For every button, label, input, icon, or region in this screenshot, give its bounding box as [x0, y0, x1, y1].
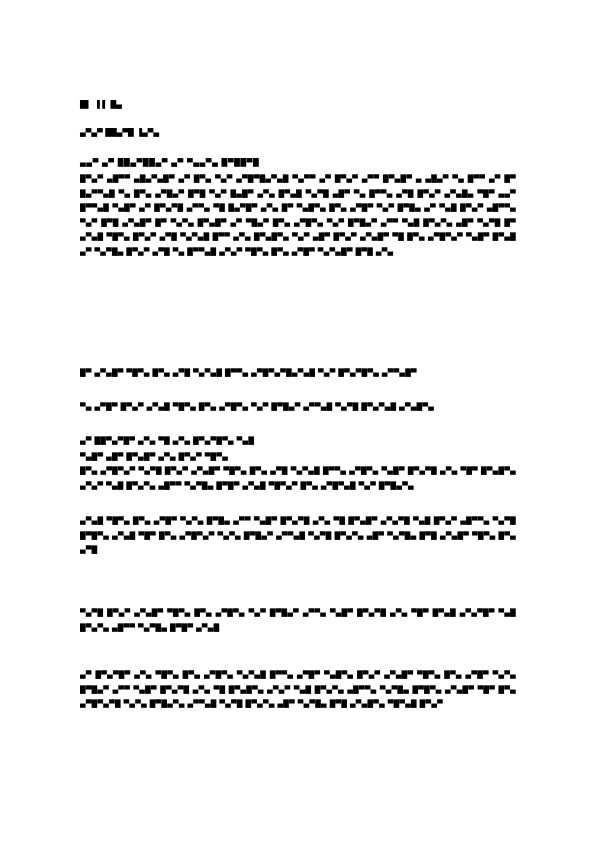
body-paragraph: █▀▄▀ ▄█▀▀ ▄█▄▀▄█▀ ▄▀ █▀▄ ▀▄▀ ▄▀█▀█▄▀▄█ ▀▄▀▀ ▄▀ █▀▄▀ ▄▀▀ █▀▄█▀ ▄ ▄█▄▀ ▀▄ █▀▀ ▄▀ █▀ █▄▀▀▄█ ▀▄ █▀▄ ▄▀█▄▀ █▀█ ▀▄▀ █▄█▀ ▄▀▄ █▀▄█ ▀▄▀█ ▄█▀ ▀▄ █▀▀▄ ▄▀█ █▀▄▀ ▄▀▄█▄ ▀█▀ ▄▄▀ █▀▀▄█ ▀▄█▀ ▄▀ █▀▄▀█ ▄▀▀▄ ▀█ █▄▀█▀ ▄▀▄ █▀ ▀▄█▀▄ █▀▄ ▄▀█▀ ▀▄▀ █▀█▄ ▄▀ ▀▄█ █▀▄▀ ▄█▀▀▄ ▀▄▀ █▀█ ▄▀▄█▀ █▀ ▀▄▀▄ █▀▄█▀ ▄▀ ▀█▄▀ █▀▄ ▄▀█▀▄ ▀▄▀ █▀█▄▀ ▄▀▀ ▀▄█ █▀▄▀▄ ▄█▀ ▀▄▀█ █▀ ▄▀▄█ ▀█▀▄ █▀▄▀ ▄▀█ ▀▄▀▄█ █▀▀ ▄▀▄ █▀▄█▀▄ ▀▄▀ ▄█▀ █▀▄▀ ▄▀▄█▀ ▀█ █▀▄ ▄▀█▀▄▀ ▀▄█▀ █▀▄█ ▄▀ ▀▄▀█▄ █▀▄▀ ▄▀█ ▀▄ █▀▀▄█ ▄▀▄▀ ▀█▀▄ █▀▄ ▄▀█▀ ▀▄▀▄█▀ █▀█ ▄▀▄	[80, 174, 516, 256]
body-paragraph: ▄▀▄█ ▀█▀▄ █▀▄ ▄▀█▀ ▀▄▀▄ █▀█▄ ▄▀▀ ▀▄█▀ █▀▄▀█ ▄▀▄ ▀█ █▀▄█▀ ▄▀▄▀█ ▀▄█ █▀▄▀ ▄█▀▀▄ ▀▄▀█ █▀█▀▄ ▄▀▄█ ▀█▀ █▀▄ ▄▀█▀▄▀ ▀▄▀▄ █▀█▄▀ ▄▀▀▄█ ▀▄▀█ █▀▄▀▄ ▄█▀ ▀▄▀█▄ █▀█ ▄▀▄█▀ ▀█▀▄ █▀▄ ▄▀█	[80, 516, 516, 554]
section-heading: ▄▄▀ ▄▀ ██▄▀██▄▀ ▄▀ ▀▄▄▀▄ █▀██▀█	[80, 158, 260, 167]
body-paragraph: ▄▀ █▀▄▀█▀ ▄▀▄ ▀█▀▄ █▀▄ ▄▀█▀▄ ▀▄▀▄█ █▀▀▄ ▄▀█▀ ▀▄█▀▄ █▀▄▀ ▄▀▄█▀ ▀█▀▄ █▀▄ ▄▀█▀ ▀▄▀▄ █▀█▄▀ ▄▀▀ ▀▄█▀ █▀▄▀█ ▄▀▄ ▀█ █▀▄█▀▄ ▄▀▄▀ ▀▄█ █▀▄▀▄ ▄█▀▀▄ ▀▄▀█▄ █▀█▀▄ ▄▀▄█▀ ▀█▀ █▀▄ ▄▀█▀▄▀█ ▀▄▀▄ █▀█▄▀▄ ▄▀▀▄█ ▀▄▀█ █▀▄▀▄ ▄█▀ ▀▄▀█▄ █▀█ ▄▀▄█▀▄ ▀█▀▄█ █▀▄▀	[80, 670, 516, 708]
author-line: █▌ ▐ ▌ █▄	[80, 100, 122, 109]
body-paragraph: █▀▄ ▄▀█▀▄▀ ▀▄▀█ █▀▄▀ ▄▀▄█▀ ▀█▀▄ █▀▄ ▄▀█ ▀▄▀▄█ █▀▀▄ ▄▀█▀▄ ▀▄█▀ █▀▄▀█ ▄▀▄ ▀█▀ █▀▄█▀▄ ▄▀▄▀ ▀▄█ █▀▄▀▄ ▄█▀▀ ▀▄▀█▄ █▀█▀ ▄▀▄█ ▀█▀▄▀ █▀▄ ▄▀█▀▄█ ▀▄▀ █▀█▄▀▄	[80, 466, 516, 490]
subheading: ▀▄█▀ ▄█▀ █▀▄█▀ ▄▀▄ █▀▄▀ ▀█▀▄	[80, 452, 229, 461]
subheading: ▄▀ ██▀▄▀█▀ ▄▀▄ ▀█ ▄▀▄ █▀▄▀█▀▄ ▀▄█	[80, 436, 255, 445]
date-line: ▄▀▄▀ ██▄▀█ ▐▄▀▄	[80, 128, 160, 137]
body-paragraph: ▀▄▀█ █▀▄▀ ▄▀▄█▀ ▀█▀▄ █▀▄ ▄▀█▀▄ ▀▄▀ █▀█▄▀ ▄▀▀▄ ▀▄█▀ █▀▄▀█ ▄▀▄ ▀█▀ █▀▄█ ▄▀▄▀█▀ ▀▄█ █▀▄▀▄ ▄█▀▀ ▀▄▀█▄ █▀█▀ ▄▀▄█	[80, 608, 516, 632]
body-paragraph: ▀▄ ▄▀█▀ █▀▄▀ ▄▀▄█ ▀█▀▄ █▀▄ ▄▀█▀▄ ▀▄▀ █▀█▄▀ ▄▀▀▄█ ▀▄▀█ █▀▄▀▄█ ▄▀▄█▀▄	[80, 402, 435, 411]
body-paragraph: █▀ ▄▀▄█▀ ▀█▀▄ █▀▄ ▄▀█ ▀▄▀▄█ █▀▀▄ ▄▀█▀▄▀█▄▀▄█ ▀▄▀ █▀▄▀█▀▄ ▄▀▀▄█▀	[80, 368, 417, 377]
